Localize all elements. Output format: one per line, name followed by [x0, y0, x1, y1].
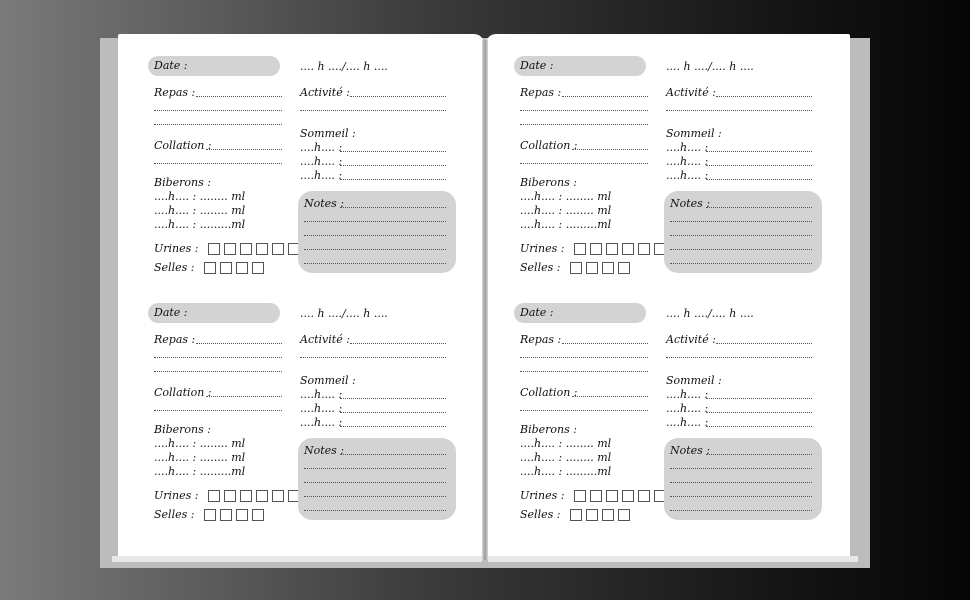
selles-checkboxes [570, 257, 634, 276]
selles-label: Selles : [154, 508, 195, 521]
checkbox[interactable] [606, 490, 618, 502]
selles-label: Selles : [154, 261, 195, 274]
collation-label: Collation : [520, 386, 578, 399]
notes-line [304, 468, 446, 469]
bottle-entry: ....h.... : .........ml [154, 465, 246, 478]
activite-label: Activité : [300, 86, 350, 99]
selles-label: Selles : [520, 508, 561, 521]
notes-line [670, 249, 812, 250]
checkbox[interactable] [256, 490, 268, 502]
checkbox[interactable] [272, 243, 284, 255]
notes-line [304, 263, 446, 264]
right-page-edge [488, 556, 858, 562]
bottle-entry: ....h.... : ........ ml [154, 437, 246, 450]
bottle-entry: ....h.... : ........ ml [520, 190, 612, 203]
checkbox[interactable] [618, 262, 630, 274]
collation-line [206, 396, 282, 397]
checkbox[interactable] [570, 509, 582, 521]
notes-label: Notes : [304, 197, 345, 210]
notes-line [304, 510, 446, 511]
checkbox[interactable] [638, 243, 650, 255]
notes-box [298, 191, 456, 273]
checkbox[interactable] [622, 243, 634, 255]
notes-line [670, 263, 812, 264]
notes-line [304, 221, 446, 222]
checkbox[interactable] [236, 509, 248, 521]
checkbox[interactable] [240, 490, 252, 502]
notes-line [670, 221, 812, 222]
date-pill [148, 303, 280, 323]
sleep-line [340, 426, 446, 427]
checkbox[interactable] [224, 243, 236, 255]
collation-line [572, 396, 648, 397]
urines-row [154, 237, 304, 257]
repas-label: Repas : [154, 86, 196, 99]
sommeil-label: Sommeil : [666, 374, 722, 387]
selles-checkboxes [570, 504, 634, 523]
sleep-entry: ....h.... : [300, 169, 343, 182]
time-range: .... h ..../.... h .... [300, 307, 388, 320]
sleep-entry: ....h.... : [300, 388, 343, 401]
sleep-line [706, 398, 812, 399]
activite-line [300, 110, 446, 111]
time-range: .... h ..../.... h .... [300, 60, 388, 73]
notes-line [670, 468, 812, 469]
selles-row [520, 503, 634, 523]
repas-label: Repas : [520, 86, 562, 99]
repas-line [154, 110, 282, 111]
collation-line [520, 163, 648, 164]
notes-box [298, 438, 456, 520]
notes-box [664, 191, 822, 273]
urines-label: Urines : [154, 242, 199, 255]
notes-line [304, 496, 446, 497]
sleep-entry: ....h.... : [300, 141, 343, 154]
collation-line [154, 163, 282, 164]
sleep-entry: ....h.... : [666, 388, 709, 401]
checkbox[interactable] [252, 262, 264, 274]
sleep-entry: ....h.... : [666, 141, 709, 154]
time-range: .... h ..../.... h .... [666, 60, 754, 73]
urines-checkboxes [208, 485, 304, 504]
activite-line [716, 96, 812, 97]
bottle-entry: ....h.... : ........ ml [154, 190, 246, 203]
urines-checkboxes [574, 238, 670, 257]
checkbox[interactable] [204, 262, 216, 274]
notes-line [706, 207, 812, 208]
sleep-line [340, 412, 446, 413]
urines-label: Urines : [154, 489, 199, 502]
collation-line [520, 410, 648, 411]
checkbox[interactable] [236, 262, 248, 274]
date-pill [148, 56, 280, 76]
checkbox[interactable] [252, 509, 264, 521]
activite-label: Activité : [666, 333, 716, 346]
checkbox[interactable] [618, 509, 630, 521]
sleep-line [340, 179, 446, 180]
date-label: Date : [154, 306, 188, 319]
sleep-entry: ....h.... : [666, 155, 709, 168]
daily-log-block-1 [148, 56, 468, 291]
sleep-line [706, 426, 812, 427]
date-pill [514, 303, 646, 323]
biberons-label: Biberons : [520, 176, 577, 189]
sleep-line [706, 165, 812, 166]
biberons-label: Biberons : [154, 423, 211, 436]
notes-label: Notes : [304, 444, 345, 457]
urines-row [154, 484, 304, 504]
urines-label: Urines : [520, 489, 565, 502]
bottle-entry: ....h.... : ........ ml [154, 204, 246, 217]
checkbox[interactable] [208, 243, 220, 255]
bottle-entry: ....h.... : ........ ml [520, 437, 612, 450]
daily-log-block-3 [148, 303, 468, 538]
biberons-label: Biberons : [520, 423, 577, 436]
daily-log-block-4 [514, 303, 834, 538]
notes-line [670, 496, 812, 497]
repas-line [154, 124, 282, 125]
sleep-line [706, 179, 812, 180]
notes-line [304, 482, 446, 483]
selles-checkboxes [204, 504, 268, 523]
book-spine [482, 40, 488, 560]
date-label: Date : [520, 59, 554, 72]
repas-label: Repas : [154, 333, 196, 346]
sommeil-label: Sommeil : [300, 127, 356, 140]
checkbox[interactable] [204, 509, 216, 521]
checkbox[interactable] [622, 490, 634, 502]
notes-line [670, 482, 812, 483]
date-pill [514, 56, 646, 76]
checkbox[interactable] [606, 243, 618, 255]
repas-line [520, 357, 648, 358]
sommeil-label: Sommeil : [666, 127, 722, 140]
activite-line [300, 357, 446, 358]
collation-label: Collation : [520, 139, 578, 152]
notes-box [664, 438, 822, 520]
repas-line [562, 343, 648, 344]
sleep-entry: ....h.... : [300, 416, 343, 429]
checkbox[interactable] [240, 243, 252, 255]
repas-line [196, 96, 282, 97]
urines-label: Urines : [520, 242, 565, 255]
checkbox[interactable] [220, 509, 232, 521]
notes-label: Notes : [670, 444, 711, 457]
checkbox[interactable] [586, 262, 598, 274]
notes-line [340, 207, 446, 208]
selles-checkboxes [204, 257, 268, 276]
repas-label: Repas : [520, 333, 562, 346]
checkbox[interactable] [574, 490, 586, 502]
checkbox[interactable] [256, 243, 268, 255]
checkbox[interactable] [272, 490, 284, 502]
bottle-entry: ....h.... : .........ml [154, 218, 246, 231]
bottle-entry: ....h.... : .........ml [520, 218, 612, 231]
collation-label: Collation : [154, 139, 212, 152]
date-label: Date : [154, 59, 188, 72]
activite-label: Activité : [300, 333, 350, 346]
collation-line [572, 149, 648, 150]
sleep-entry: ....h.... : [300, 155, 343, 168]
daily-log-block-2 [514, 56, 834, 291]
left-page-edge [112, 556, 482, 562]
checkbox[interactable] [224, 490, 236, 502]
notes-line [304, 249, 446, 250]
activite-line [666, 110, 812, 111]
activite-line [350, 343, 446, 344]
date-label: Date : [520, 306, 554, 319]
collation-line [154, 410, 282, 411]
checkbox[interactable] [590, 490, 602, 502]
bottle-entry: ....h.... : .........ml [520, 465, 612, 478]
checkbox[interactable] [208, 490, 220, 502]
repas-line [196, 343, 282, 344]
activite-line [716, 343, 812, 344]
sommeil-label: Sommeil : [300, 374, 356, 387]
repas-line [520, 110, 648, 111]
selles-row [154, 503, 268, 523]
sleep-entry: ....h.... : [666, 169, 709, 182]
collation-label: Collation : [154, 386, 212, 399]
sleep-entry: ....h.... : [666, 402, 709, 415]
bottle-entry: ....h.... : ........ ml [520, 204, 612, 217]
urines-checkboxes [208, 238, 304, 257]
biberons-label: Biberons : [154, 176, 211, 189]
sleep-entry: ....h.... : [666, 416, 709, 429]
notes-line [340, 454, 446, 455]
bottle-entry: ....h.... : ........ ml [154, 451, 246, 464]
checkbox[interactable] [638, 490, 650, 502]
sleep-line [706, 151, 812, 152]
checkbox[interactable] [220, 262, 232, 274]
repas-line [154, 371, 282, 372]
urines-row [520, 484, 670, 504]
activite-line [350, 96, 446, 97]
sleep-line [706, 412, 812, 413]
sleep-entry: ....h.... : [300, 402, 343, 415]
repas-line [154, 357, 282, 358]
urines-row [520, 237, 670, 257]
notes-line [670, 510, 812, 511]
checkbox[interactable] [586, 509, 598, 521]
sleep-line [340, 398, 446, 399]
checkbox[interactable] [602, 509, 614, 521]
checkbox[interactable] [570, 262, 582, 274]
collation-line [206, 149, 282, 150]
selles-row [520, 256, 634, 276]
activite-label: Activité : [666, 86, 716, 99]
selles-label: Selles : [520, 261, 561, 274]
notes-label: Notes : [670, 197, 711, 210]
checkbox[interactable] [574, 243, 586, 255]
bottle-entry: ....h.... : ........ ml [520, 451, 612, 464]
urines-checkboxes [574, 485, 670, 504]
selles-row [154, 256, 268, 276]
repas-line [520, 124, 648, 125]
repas-line [562, 96, 648, 97]
repas-line [520, 371, 648, 372]
time-range: .... h ..../.... h .... [666, 307, 754, 320]
notes-line [706, 454, 812, 455]
notes-line [304, 235, 446, 236]
notes-line [670, 235, 812, 236]
activite-line [666, 357, 812, 358]
checkbox[interactable] [602, 262, 614, 274]
sleep-line [340, 165, 446, 166]
sleep-line [340, 151, 446, 152]
checkbox[interactable] [590, 243, 602, 255]
